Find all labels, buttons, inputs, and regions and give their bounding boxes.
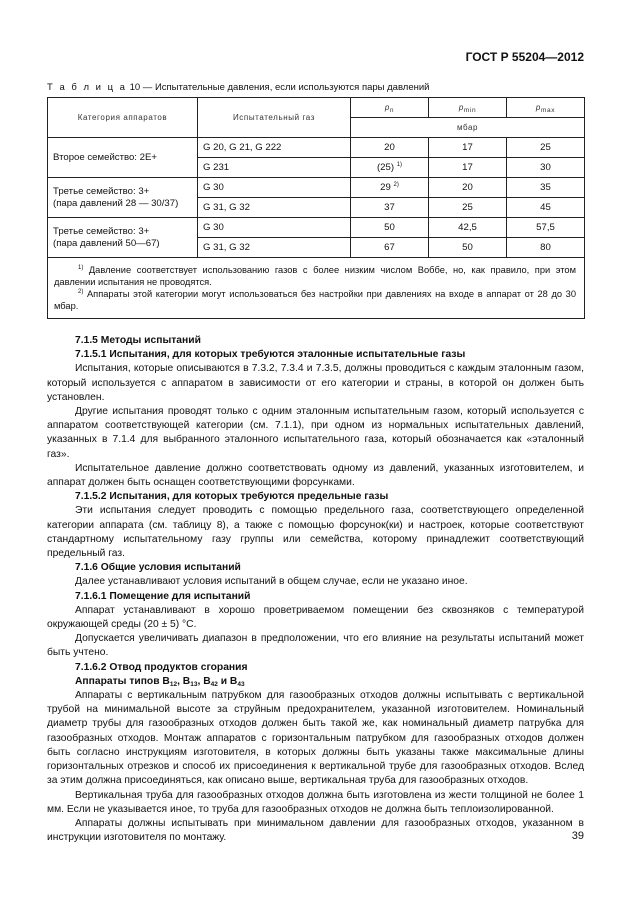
pn-cell: 37 [351, 198, 429, 218]
section-heading: 7.1.6.2 Отвод продуктов сгорания [75, 661, 248, 673]
paragraph: Вертикальная труба для газообразных отходов должна быть изготовлена из жести толщиной не более 1 мм. Если не указывается иное, то труба для газообразных отходов не должна быть теплоизолированной. [47, 789, 584, 815]
paragraph: Аппараты с вертикальным патрубком для газообразных отходов должны испытывать с вертикальной трубой на минимальной высоте за струйным предохранителем, указанной изготовителем. Номинальный диаметр трубы для газообразных отходов должен быть такой же, как номинальный диаметр патрубка для газообразных отходов. Монтаж аппаратов с горизонтальным патрубком для газообразных отходов должен быть согласно инструкциям изготовителя, в которых должны быть указаны также максимальные длины горизонтальных отрезков и способ их присоединения к вертикальной трубе для газообразных отходов. Вслед за этим должна присоединяться, как описано выше, вертикальная труба для газообразных отходов. [47, 690, 584, 787]
paragraph: Эти испытания следует проводить с помощью предельного газа, соответствующего определенной категории аппарата (см. таблицу 8), а также с помощью форсунок(ки) и настроек, которые соответствуют стандартному испытательному газу группы или семейства, которому принадлежит соответствующий предельный газ. [47, 505, 584, 560]
pmax-cell: 45 [507, 198, 585, 218]
pmin-cell: 17 [429, 138, 507, 158]
pmax-cell: 30 [507, 158, 585, 178]
category-cell: Третье семейство: 3+ (пара давлений 50—67) [48, 218, 198, 258]
table-row [48, 178, 585, 198]
footnote-2: $^{2)}$ Аппараты этой категории могут использоваться без настройки при давлениях на входе в аппарат от 28 до 30 мбар. [54, 289, 576, 311]
body-text [47, 334, 584, 845]
pmax-cell: 35 [507, 178, 585, 198]
standard-code: ГОСТ Р 55204—2012 [465, 50, 584, 64]
footnote-1: $^{1)}$ Давление соответствует использованию газов с более низким числом Воббе, но, как правило, при этом давлении испытания не проводятся. [54, 265, 576, 287]
section-heading: 7.1.5.1 Испытания, для которых требуются эталонные испытательные газы [75, 349, 466, 361]
gas-cell: G 231 [198, 158, 351, 178]
gas-cell: G 31, G 32 [198, 198, 351, 218]
table-notes-row [48, 258, 585, 319]
head-category: Категория аппаратов [48, 98, 198, 138]
category-cell: Третье семейство: 3+ (пара давлений 28 — 30/37) [48, 178, 198, 218]
head-pmax: $p_{max}$ [507, 98, 585, 118]
appliance-types-heading: Аппараты типов $B_{12}$, $B_{13}$, $B_{42}$ и $B_{43}$ [75, 675, 245, 688]
pressure-table [47, 97, 585, 319]
table-row [48, 218, 585, 238]
table-caption [47, 82, 429, 93]
pmin-cell: 20 [429, 178, 507, 198]
pmin-cell: 17 [429, 158, 507, 178]
pmin-cell: 50 [429, 238, 507, 258]
category-cell: Второе семейство: 2Е+ [48, 138, 198, 178]
section-heading: 7.1.6 Общие условия испытаний [75, 562, 241, 574]
section-heading: 7.1.6.1 Помещение для испытаний [75, 590, 251, 602]
pn-cell: 50 [351, 218, 429, 238]
pn-cell: 20 [351, 138, 429, 158]
pn-cell: 67 [351, 238, 429, 258]
gas-cell: G 30 [198, 178, 351, 198]
head-unit: мбар [351, 118, 585, 138]
section-heading: 7.1.5.2 Испытания, для которых требуются предельные газы [75, 491, 389, 503]
paragraph: Далее устанавливают условия испытаний в общем случае, если не указано иное. [75, 576, 468, 588]
head-pmin: $p_{min}$ [429, 98, 507, 118]
pmin-cell: 42,5 [429, 218, 507, 238]
head-gas: Испытательный газ [198, 98, 351, 138]
paragraph: Другие испытания проводят только с одним эталонным испытательным газом, который используется с аппаратом соответствующей категории (см. 7.1.1), при одном из нормальных испытательных давлений, указанных в 7.1.4 для выбранного эталонного испытательного газа, который обозначается как «эталонный газ». [47, 406, 584, 460]
table-notes [48, 258, 585, 319]
head-pn: $p_n$ [351, 98, 429, 118]
paragraph: Аппараты должны испытывать при минимальном давлении для газообразных отходов, указанном в инструкции изготовителя по монтажу. [47, 817, 584, 844]
section-heading: 7.1.5 Методы испытаний [75, 335, 201, 346]
pmin-cell: 25 [429, 198, 507, 218]
gas-cell: G 30 [198, 218, 351, 238]
pmax-cell: 80 [507, 238, 585, 258]
paragraph: Аппарат устанавливают в хорошо проветриваемом помещении без сквозняков с температурой окружающей среды (20 ± 5) °С. [47, 604, 584, 631]
gas-cell: G 31, G 32 [198, 238, 351, 258]
paragraph: Испытания, которые описываются в 7.3.2, 7.3.4 и 7.3.5, должны проводиться с каждым эталонным газом, который используется с аппаратом в зависимости от его категории и страны, в которой он должен быть установлен. [47, 363, 584, 403]
table-head-row [48, 98, 585, 118]
paragraph: Испытательное давление должно соответствовать одному из давлений, указанных изготовителем, и аппарат должен быть оснащен соответствующими форсунками. [47, 462, 584, 489]
table-caption-text: 10 — Испытательные давления, если используются пары давлений [126, 82, 430, 93]
table-caption-label: Т а б л и ц а [47, 82, 127, 93]
pn-cell: (25) $^{1)}$ [351, 158, 429, 178]
pn-cell: 29 $^{2)}$ [351, 178, 429, 198]
pmax-cell: 57,5 [507, 218, 585, 238]
table-row [48, 138, 585, 158]
gas-cell: G 20, G 21, G 222 [198, 138, 351, 158]
page-number: 39 [571, 830, 584, 842]
pmax-cell: 25 [507, 138, 585, 158]
paragraph: Допускается увеличивать диапазон в предположении, что его влияние на результаты испытаний может быть учтено. [47, 633, 584, 659]
